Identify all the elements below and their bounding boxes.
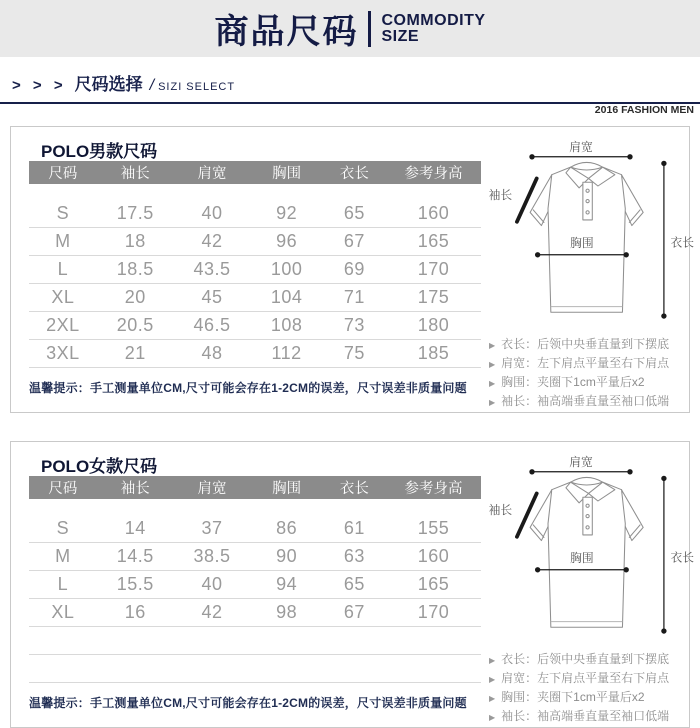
table-cell: 69	[343, 259, 365, 279]
section-slash: /	[149, 77, 155, 94]
measure-note-text: 胸围：夹圈下1cm平量后x2	[501, 690, 645, 704]
table-cell: 46.5	[193, 315, 231, 335]
column-header: 肩宽	[197, 166, 227, 182]
triangle-bullet-icon: ▶	[489, 675, 496, 684]
table-cell: 15.5	[116, 574, 154, 594]
table-cell: M	[55, 546, 71, 566]
section-subtitle: SIZI SELECT	[158, 81, 236, 93]
banner-title-en	[381, 13, 485, 45]
measure-notes-list	[483, 650, 695, 726]
measure-note	[489, 707, 695, 726]
table-cell: 3XL	[46, 343, 80, 363]
table-cell: 16	[124, 602, 146, 622]
womens-size-card	[10, 441, 695, 728]
shoulder-width-arrow	[530, 155, 632, 159]
table-cell: 42	[201, 602, 223, 622]
measure-note-text: 胸围：夹圈下1cm平量后x2	[501, 375, 645, 389]
table-cell: 96	[276, 231, 298, 251]
measure-notes-list	[483, 335, 695, 411]
triangle-bullet-icon: ▶	[489, 379, 496, 388]
table-cell: 92	[276, 203, 298, 223]
triangle-bullet-icon: ▶	[489, 341, 496, 350]
mens-table-body	[29, 200, 481, 368]
table-row	[29, 571, 481, 599]
table-cell: 165	[417, 231, 450, 251]
fashion-tag: 2016 FASHION MEN	[594, 104, 694, 116]
table-cell: 100	[270, 259, 303, 279]
table-cell: L	[57, 259, 69, 279]
table-row	[29, 200, 481, 228]
column-header: 袖长	[120, 166, 150, 182]
womens-diagram-area	[481, 452, 700, 727]
garment-length-arrow	[662, 161, 666, 318]
table-cell: S	[56, 518, 70, 538]
section-title: 尺码选择	[74, 75, 143, 94]
table-cell: 67	[343, 602, 365, 622]
table-cell: 14.5	[116, 546, 154, 566]
shoulder-width-label: 肩宽	[569, 456, 593, 470]
table-row	[29, 543, 481, 571]
banner-divider	[368, 11, 371, 47]
table-cell: M	[55, 231, 71, 251]
table-cell: 165	[417, 574, 450, 594]
section-header	[0, 68, 700, 104]
womens-table-area	[29, 452, 481, 727]
table-cell: 21	[124, 343, 146, 363]
table-cell: 37	[201, 518, 223, 538]
mens-table-header	[29, 161, 481, 184]
mens-table-area	[29, 137, 481, 412]
table-cell: 17.5	[116, 203, 154, 223]
shoulder-width-label: 肩宽	[569, 141, 593, 155]
table-cell: 43.5	[193, 259, 231, 279]
table-cell: 45	[201, 287, 223, 307]
chest-width-label: 胸围	[570, 552, 594, 566]
column-header: 参考身高	[404, 481, 463, 497]
womens-table-body	[29, 515, 481, 683]
mens-table-title: POLO男款尺码	[41, 142, 158, 161]
column-header: 参考身高	[404, 166, 463, 182]
measure-note-text: 肩宽：左下肩点平量至右下肩点	[501, 356, 670, 370]
table-row	[29, 284, 481, 312]
polo-shirt-diagram	[483, 137, 695, 333]
page-banner	[0, 0, 700, 57]
banner-title-en-line2: SIZE	[381, 27, 420, 45]
table-cell: 40	[201, 574, 223, 594]
table-row	[29, 340, 481, 368]
table-cell: 170	[417, 602, 450, 622]
triangle-bullet-icon: ▶	[489, 360, 496, 369]
collar-back	[571, 162, 603, 167]
table-cell: 155	[417, 518, 450, 538]
banner-title-cn: 商品尺码	[214, 13, 359, 51]
table-row	[29, 228, 481, 256]
measure-note	[489, 335, 695, 354]
table-cell: 75	[343, 343, 365, 363]
mens-measure-tip: 温馨提示：手工测量单位CM,尺寸可能会存在1-2CM的误差，尺寸误差非质量问题	[29, 381, 467, 395]
womens-table-title: POLO女款尺码	[41, 457, 158, 476]
table-cell: 14	[124, 518, 146, 538]
garment-length-arrow	[662, 476, 666, 633]
table-cell: 71	[343, 287, 365, 307]
table-cell: XL	[51, 287, 75, 307]
table-cell: 73	[343, 315, 365, 335]
table-cell: 90	[276, 546, 298, 566]
measure-note	[489, 373, 695, 392]
column-header: 胸围	[272, 166, 302, 182]
table-cell: 160	[417, 546, 450, 566]
polo-shirt-diagram	[483, 452, 695, 648]
measure-note-text: 袖长：袖高端垂直量至袖口低端	[501, 709, 670, 723]
table-cell: 65	[343, 574, 365, 594]
table-cell: 104	[270, 287, 303, 307]
column-header: 衣长	[339, 166, 369, 182]
table-cell: 18.5	[116, 259, 154, 279]
triangle-bullet-icon: ▶	[489, 694, 496, 703]
measure-note	[489, 354, 695, 373]
mens-diagram-area	[481, 137, 700, 412]
measure-note	[489, 392, 695, 411]
table-cell: 18	[124, 231, 146, 251]
table-row	[29, 599, 481, 627]
table-cell: 98	[276, 602, 298, 622]
measure-note-text: 衣长：后领中央垂直量到下摆底	[501, 337, 670, 351]
womens-table-header	[29, 476, 481, 499]
womens-measure-tip: 温馨提示：手工测量单位CM,尺寸可能会存在1-2CM的误差，尺寸误差非质量问题	[29, 696, 467, 710]
table-cell: 170	[417, 259, 450, 279]
table-cell: 94	[276, 574, 298, 594]
table-cell: 67	[343, 231, 365, 251]
table-cell: 48	[201, 343, 223, 363]
mens-size-card	[10, 126, 695, 413]
column-header: 胸围	[272, 481, 302, 497]
table-cell: 108	[270, 315, 303, 335]
table-row	[29, 627, 481, 655]
table-cell: 175	[417, 287, 450, 307]
table-cell: 20	[124, 287, 146, 307]
table-cell: 38.5	[193, 546, 231, 566]
table-row	[29, 655, 481, 683]
garment-length-label: 衣长	[670, 236, 695, 250]
table-cell: 180	[417, 315, 450, 335]
chevrons-icon: > > >	[12, 77, 67, 94]
table-cell: S	[56, 203, 70, 223]
garment-length-label: 衣长	[670, 551, 695, 565]
triangle-bullet-icon: ▶	[489, 398, 496, 407]
measure-note-text: 肩宽：左下肩点平量至右下肩点	[501, 671, 670, 685]
column-header: 尺码	[48, 481, 78, 497]
triangle-bullet-icon: ▶	[489, 656, 496, 665]
triangle-bullet-icon: ▶	[489, 713, 496, 722]
table-row	[29, 515, 481, 543]
measure-note	[489, 669, 695, 688]
column-header: 肩宽	[197, 481, 227, 497]
table-row	[29, 256, 481, 284]
sleeve-length-label: 袖长	[488, 504, 513, 518]
table-cell: 20.5	[116, 315, 154, 335]
table-cell: 40	[201, 203, 223, 223]
column-header: 衣长	[339, 481, 369, 497]
measure-note	[489, 688, 695, 707]
chest-width-label: 胸围	[570, 237, 594, 251]
table-cell: L	[57, 574, 69, 594]
table-cell: 112	[271, 343, 302, 363]
table-cell: 2XL	[46, 315, 80, 335]
sleeve-length-label: 袖长	[488, 189, 513, 203]
table-cell: 86	[276, 518, 298, 538]
table-row	[29, 312, 481, 340]
measure-note-text: 袖长：袖高端垂直量至袖口低端	[501, 394, 670, 408]
measure-note-text: 衣长：后领中央垂直量到下摆底	[501, 652, 670, 666]
measure-note	[489, 650, 695, 669]
table-cell: 65	[343, 203, 365, 223]
table-cell: XL	[51, 602, 75, 622]
table-cell: 160	[417, 203, 450, 223]
collar-back	[571, 477, 603, 482]
shoulder-width-arrow	[530, 470, 632, 474]
table-cell: 185	[417, 343, 450, 363]
table-cell: 42	[201, 231, 223, 251]
banner-title-en-line1: COMMODITY	[381, 11, 486, 29]
table-cell: 61	[343, 518, 365, 538]
table-cell: 63	[343, 546, 365, 566]
column-header: 尺码	[48, 166, 78, 182]
column-header: 袖长	[120, 481, 150, 497]
